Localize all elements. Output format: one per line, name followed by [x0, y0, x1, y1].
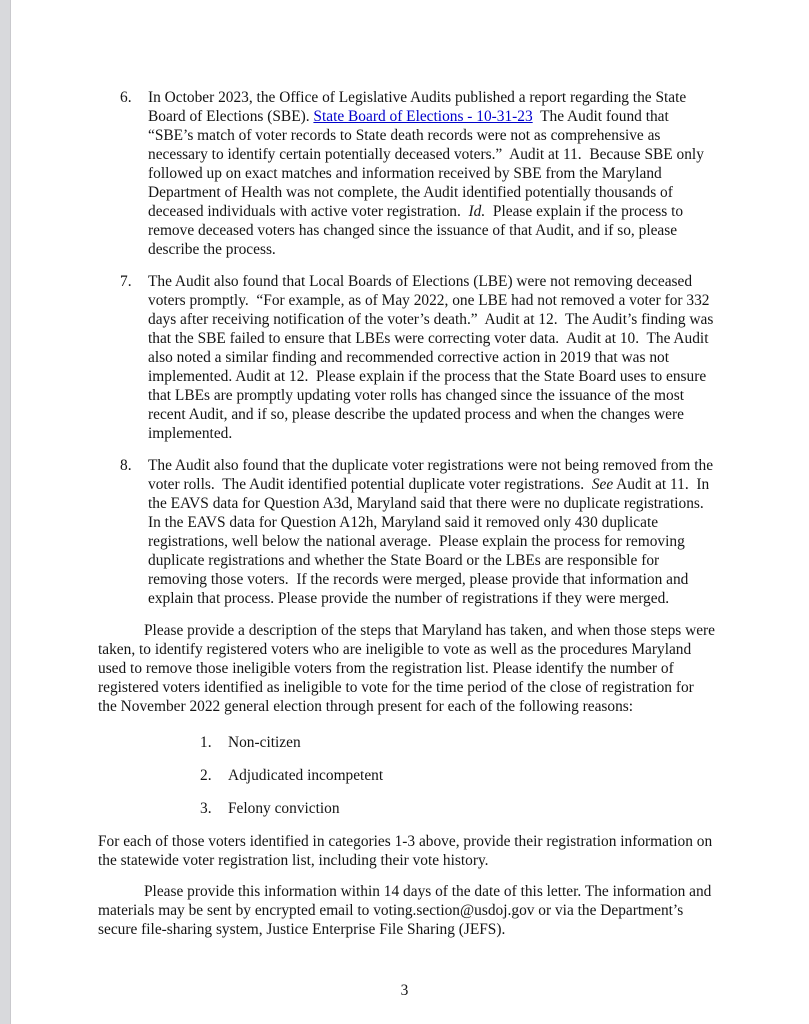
item-text — [148, 456, 715, 608]
numbered-item-7 — [98, 272, 718, 443]
text-segment: The Audit also found that Local Boards of Elections (LBE) were not removing deceased voters promptly. “For example, as of May 2022, one LBE had not removed a voter for 332 days after receiving notification of the voter’s death.” Audit at 12. The Audit’s finding was that the SBE failed to ensure that LBEs were correcting voter data. Audit at 10. The Audit also noted a similar finding and recommended corrective action in 2019 that was not implemented. Audit at 12. Please explain if the process that the State Board uses to ensure that LBEs are promptly updating voter rolls has changed since the issuance of the most recent Audit, and if so, please describe the updated process and when the changes were implemented. — [148, 273, 718, 442]
reason-label: Felony conviction — [228, 800, 340, 817]
item-text — [148, 272, 718, 443]
item-number: 8. — [120, 457, 132, 474]
page-edge-strip — [0, 0, 11, 1024]
paragraph-response-deadline: Please provide this information within 14 days of the date of this letter. The information and materials may be sent by encrypted email to voting.section@usdoj.gov or via the Department’s secure file-sharing system, Justice Enterprise File Sharing (JEFS). — [98, 883, 716, 938]
text-segment: Please explain if the process to remove deceased voters has changed since the issuance of that Audit, and if so, please describe the process. — [148, 203, 687, 258]
reason-item-non-citizen — [98, 733, 715, 752]
text-segment: The Audit also found that the duplicate voter registrations were not being removed from the voter rolls. The Audit identified potential duplicate voter registrations. — [148, 457, 717, 493]
item-number: 6. — [120, 89, 132, 106]
reason-label: Adjudicated incompetent — [228, 767, 384, 784]
item-text — [148, 88, 715, 259]
reason-label: Non-citizen — [228, 734, 301, 751]
numbered-item-6 — [98, 88, 715, 259]
item-number: 7. — [120, 273, 132, 290]
reason-item-felony-conviction — [98, 799, 715, 818]
reason-number: 2. — [200, 767, 212, 784]
page-number: 3 — [400, 982, 409, 999]
numbered-item-8 — [98, 456, 715, 608]
reason-list — [98, 733, 715, 818]
text-segment: The Audit found that “SBE’s match of voter records to State death records were not as comprehensive as necessary to identify certain potentially deceased voters.” Audit at 11. Because SBE only followed up on exact matches and information received by SBE from the Maryland Department of Health was not complete, the Audit identified potentially thousands of deceased individuals with active voter registration. — [148, 108, 708, 220]
paragraph-ineligible-voters-request: Please provide a description of the steps that Maryland has taken, and when those steps were taken, to identify registered voters who are ineligible to vote as well as the procedures Maryland used to remove those ineligible voters from the registration list. Please identify the number of registered voters identified as ineligible to vote for the time period of the close of registration for the November 2022 general election through present for each of the following reasons: — [98, 622, 719, 715]
text-segment: Audit at 11. In the EAVS data for Question A3d, Maryland said that there were no duplicate registrations. In the EAVS data for Question A12h, Maryland said it removed only 430 duplicate registrations, well below the national average. Please explain the process for removing duplicate registrations and whether the State Board or the LBEs are responsible for removing those voters. If the records were merged, please provide that information and explain that process. Please provide the number of registrations if they were merged. — [148, 476, 714, 607]
italic-citation: See — [591, 476, 614, 493]
letter-body — [98, 88, 719, 949]
italic-citation: Id. — [468, 203, 486, 220]
text-segment: In October 2023, the Office of Legislative Audits published a report regarding the State Board of Elections (SBE). — [148, 89, 691, 125]
reason-item-adjudicated-incompetent — [98, 766, 715, 785]
reason-number: 1. — [200, 734, 212, 751]
paragraph-categories-registration-info: For each of those voters identified in categories 1-3 above, provide their registration information on the statewide voter registration list, including their vote history. — [98, 833, 717, 869]
reason-number: 3. — [200, 800, 212, 817]
sbe-audit-report-link[interactable]: State Board of Elections - 10-31-23 — [313, 108, 533, 125]
